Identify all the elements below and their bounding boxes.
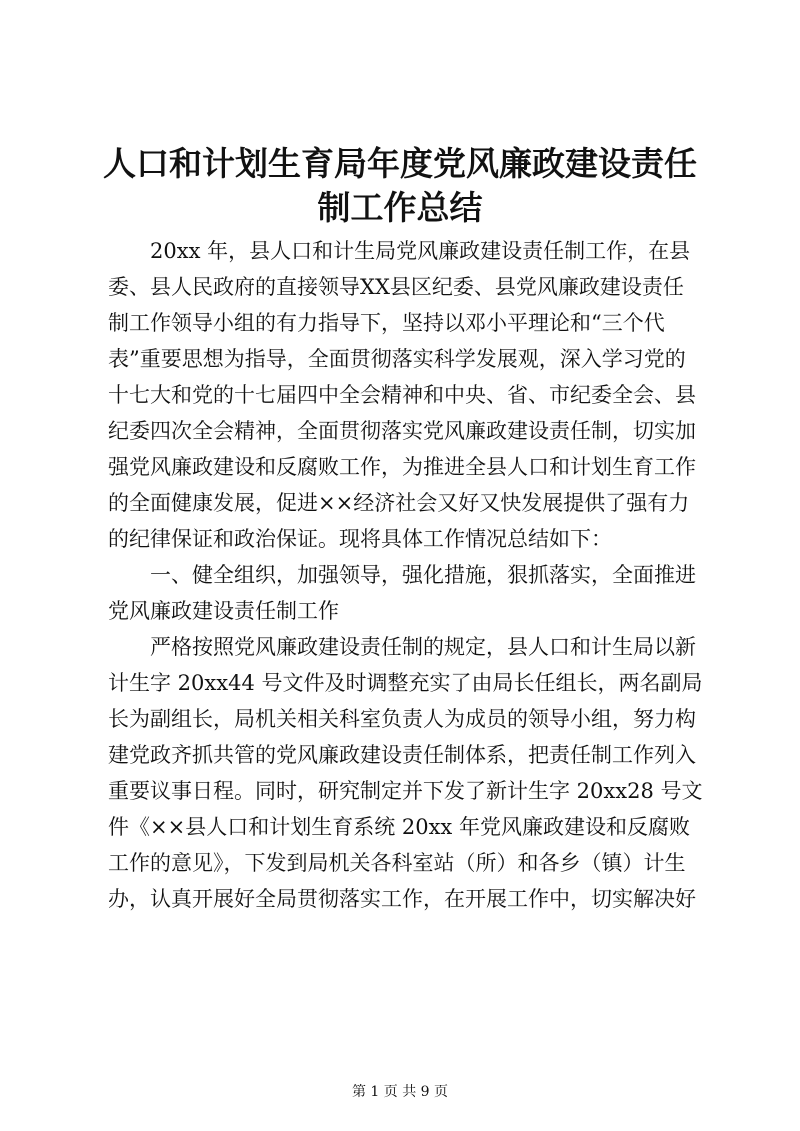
paragraph-intro: 20xx 年，县人口和计生局党风廉政建设责任制工作，在县委、县人民政府的直接领导XX县区纪委、县党风廉政建设责任制工作领导小组的有力指导下，坚持以邓小平理论和“三个代表”重要思想为指导，全面贯彻落实科学发展观，深入学习党的十七大和党的十七届四中全会精神和中央、省、市纪委全会、县纪委四次全会精神，全面贯彻落实党风廉政建设责任制，切实加强党风廉政建设和反腐败工作，为推进全县人口和计划生育工作的全面健康发展，促进××经济社会又好又快发展提供了强有力的纪律保证和政治保证。现将具体工作情况总结如下： [108,239,696,551]
paragraph-section-1: 严格按照党风廉政建设责任制的规定，县人口和计生局以新计生字 20xx44 号文件及时调整充实了由局长任组长，两名副局长为副组长，局机关相关科室负责人为成员的领导小组，努力构建党政齐抓共管的党风廉政建设责任制体系，把责任制工作列入重要议事日程。同时，研究制定并下发了新计生字 20xx28 号文件《××县人口和计划生育系统 20xx 年党风廉政建设和反腐败工作的意见》，下发到局机关各科室站（所）和各乡（镇）计生办，认真开展好全局贯彻落实工作，在开展工作中，切实解决好 [108,635,703,911]
document-title: 人口和计划生育局年度党风廉政建设责任制工作总结 [103,144,697,227]
page-footer: 第 1 页 共 9 页 [351,1084,449,1100]
section-heading-1: 一、健全组织，加强领导，强化措施，狠抓落实，全面推进党风廉政建设责任制工作 [108,563,696,623]
document-body [108,233,703,917]
